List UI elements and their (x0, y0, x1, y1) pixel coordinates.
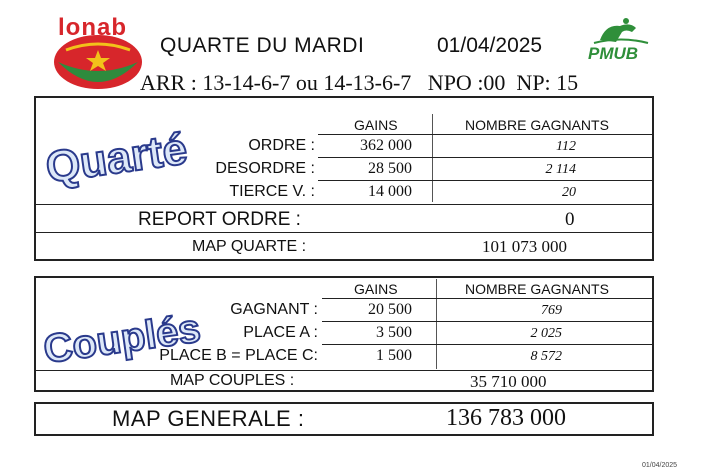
quarte-grid-line (318, 157, 654, 158)
map-quarte-label: MAP QUARTE : (192, 238, 307, 255)
footer-date-stamp: 01/04/2025 (642, 462, 678, 469)
couples-grid-line (322, 321, 654, 322)
couples-row-winners: 2 025 (530, 326, 562, 341)
couples-grid-line (322, 298, 654, 299)
quarte-title-text: Quarté (42, 124, 191, 193)
lonab-logo-text: lonab (58, 14, 127, 41)
couples-row-gain: 1 500 (376, 347, 412, 364)
couples-divider (36, 370, 652, 371)
quarte-col-gains: GAINS (354, 117, 398, 133)
arrival-line: ARR : 13-14-6-7 ou 14-13-6-7 NPO :00 NP: 15 (140, 70, 579, 95)
report-ordre-value: 0 (565, 209, 575, 230)
pmub-logo-text: PMUB (588, 44, 639, 63)
quarte-grid-line (318, 180, 654, 181)
map-quarte-value: 101 073 000 (482, 237, 567, 256)
couples-row-gain: 3 500 (376, 324, 412, 341)
quarte-divider-1 (36, 204, 652, 205)
map-couples-value: 35 710 000 (470, 372, 547, 391)
report-ordre-label: REPORT ORDRE : (138, 209, 301, 230)
quarte-row-gain: 362 000 (360, 137, 412, 154)
couples-row-label: GAGNANT : (230, 301, 318, 318)
quarte-grid-line (318, 134, 654, 135)
quarte-col-divider (432, 114, 433, 202)
couples-grid-line (322, 344, 654, 345)
quarte-row-label: ORDRE : (248, 137, 315, 154)
header-date: 01/04/2025 (437, 34, 543, 57)
couples-col-gains: GAINS (354, 281, 398, 297)
quarte-col-winners: NOMBRE GAGNANTS (465, 117, 609, 133)
couples-row-label: PLACE B = PLACE C: (159, 347, 318, 364)
quarte-row-label: TIERCE V. : (229, 183, 315, 200)
page-title: QUARTE DU MARDI (160, 34, 365, 57)
quarte-section-title (38, 108, 191, 193)
horse-rider-icon (586, 16, 656, 46)
couples-row-gain: 20 500 (368, 301, 412, 318)
quarte-row-gain: 14 000 (368, 183, 412, 200)
quarte-row-winners: 2 114 (545, 162, 576, 177)
map-generale-value: 136 783 000 (446, 405, 566, 431)
quarte-row-winners: 20 (562, 185, 576, 200)
couples-row-label: PLACE A : (243, 324, 318, 341)
map-couples-label: MAP COUPLES : (170, 372, 295, 389)
quarte-row-label: DESORDRE : (215, 160, 315, 177)
quarte-divider-2 (36, 232, 652, 233)
map-generale-label: MAP GENERALE : (112, 406, 305, 431)
couples-row-winners: 769 (541, 303, 562, 318)
quarte-row-winners: 112 (556, 139, 576, 154)
couples-col-divider (436, 279, 437, 369)
quarte-row-gain: 28 500 (368, 160, 412, 177)
couples-row-winners: 8 572 (530, 349, 562, 364)
couples-col-winners: NOMBRE GAGNANTS (465, 281, 609, 297)
couples-title-text: Couplés (40, 306, 204, 372)
